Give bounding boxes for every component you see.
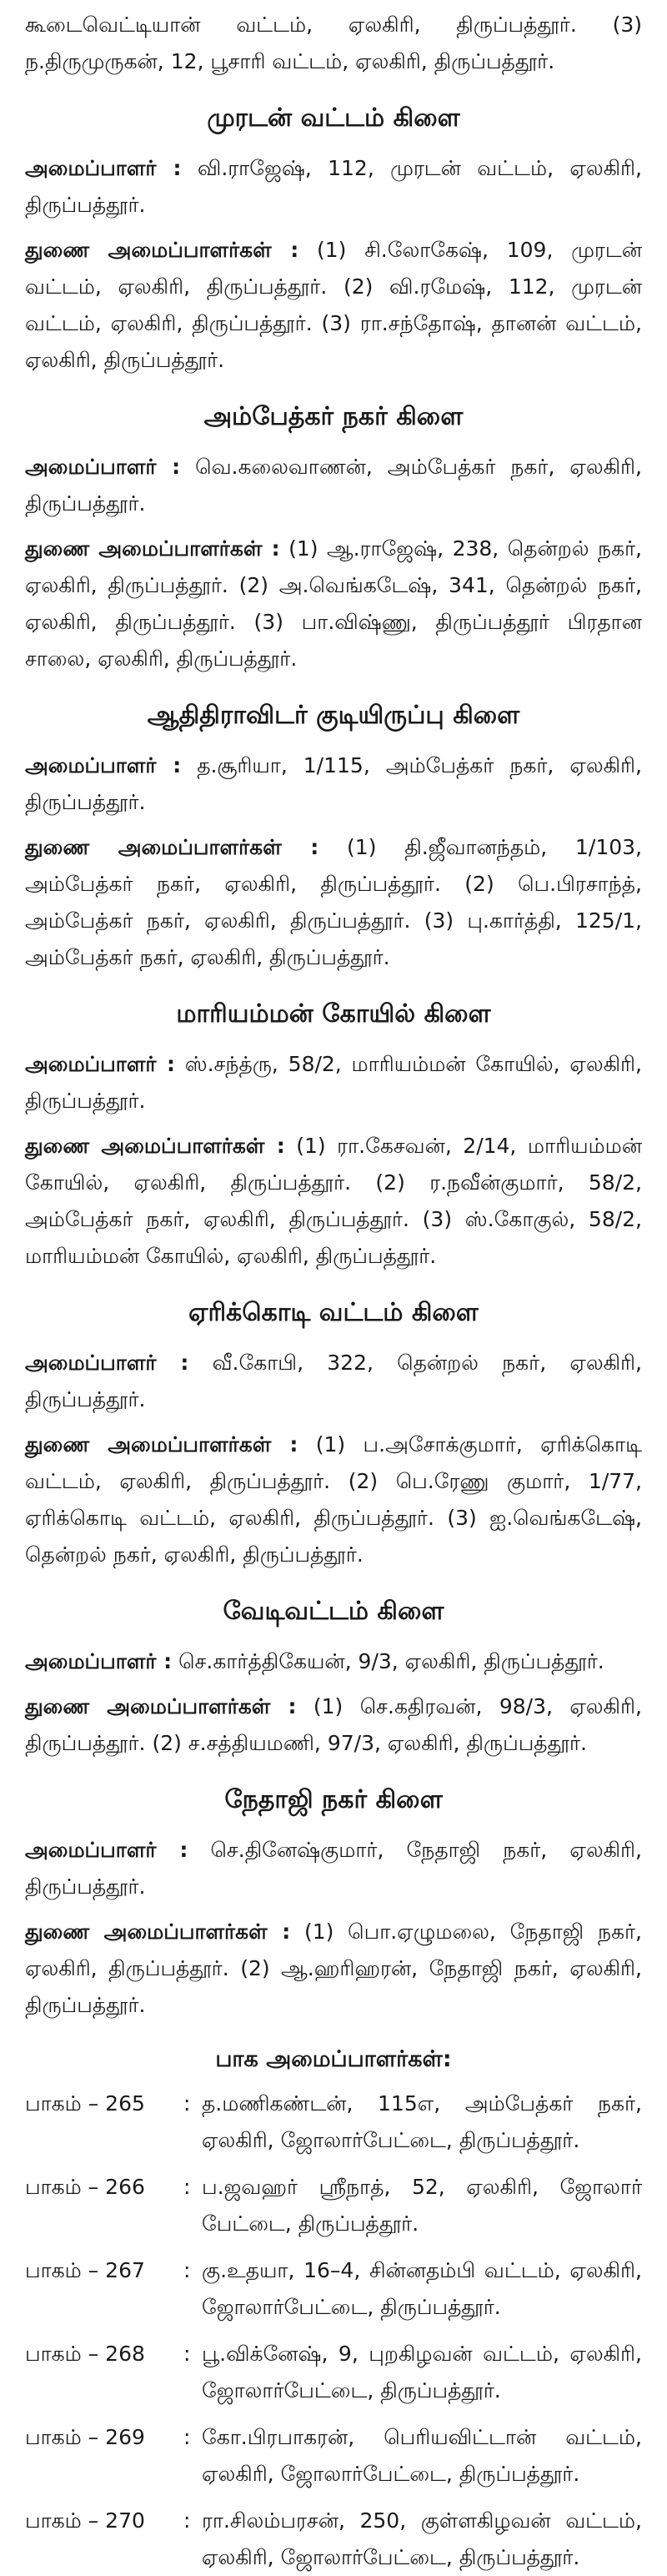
organizer-paragraph — [25, 1046, 642, 1119]
organizer-label: அமைப்பாளர் : — [25, 753, 182, 777]
branch-heading: வேடிவட்டம் கிளை — [223, 1597, 444, 1626]
ward-organizer-text: த.மணிகண்டன், 115எ, அம்பேத்கர் நகர், ஏலகிரி, ஜோலார்பேட்டை, திருப்பத்தூர். — [202, 2091, 642, 2152]
organizer-label: அமைப்பாளர் : — [25, 1351, 189, 1375]
deputy-label: துணை அமைப்பாளர்கள் : — [25, 1134, 285, 1158]
organizer-text: ஸ்.சந்த்ரு, 58/2, மாரியம்மன் கோயில், ஏலகிரி, திருப்பத்தூர். — [25, 1052, 642, 1113]
organizer-paragraph — [25, 1832, 642, 1905]
intro-paragraph: கூடைவெட்டியான் வட்டம், ஏலகிரி, திருப்பத்தூர். (3) ந.திருமுருகன், 12, பூசாரி வட்டம், ஏலகிரி, திருப்பத்தூர். — [25, 13, 642, 73]
branch-section — [25, 694, 642, 976]
organizer-text: வி.ராஜேஷ், 112, முரடன் வட்டம், ஏலகிரி, திருப்பத்தூர். — [25, 156, 642, 217]
ward-number: பாகம் – 269 — [25, 2425, 145, 2449]
branch-heading: நேதாஜி நகர் கிளை — [224, 1785, 443, 1814]
branch-section — [25, 97, 642, 379]
deputy-label: துணை அமைப்பாளர்கள் : — [25, 1694, 297, 1718]
deputy-label: துணை அமைப்பாளர்கள் : — [25, 1919, 291, 1944]
branch-section — [25, 1590, 642, 1762]
deputy-text: (1) பொ.ஏழுமலை, நேதாஜி நகர், ஏலகிரி, திருப்பத்தூர். (2) ஆ.ஹரிஹரன், நேதாஜி நகர், ஏலகிரி, திருப்பத்தூர். — [25, 1919, 642, 2017]
branch-section — [25, 1291, 642, 1573]
organizer-paragraph — [25, 449, 642, 522]
ward-organizer-text: ப.ஜவஹர் ஸ்ரீநாத், 52, ஏலகிரி, ஜோலார் பேட்டை, திருப்பத்தூர். — [202, 2175, 642, 2236]
deputy-text: (1) சி.லோகேஷ், 109, முரடன் வட்டம், ஏலகிரி, திருப்பத்தூர். (2) வி.ரமேஷ், 112, முரடன் வட்டம், ஏலகிரி, திருப்பத்தூர். (3) ரா.சந்தோஷ், தானன் வட்டம், ஏலகிரி, திருப்பத்தூர். — [25, 238, 642, 372]
deputy-text: (1) ரா.கேசவன், 2/14, மாரியம்மன் கோயில், ஏலகிரி, திருப்பத்தூர். (2) ர.நவீன்குமார், 58/2, அம்பேத்கர் நகர், ஏலகிரி, திருப்பத்தூர். (3) ஸ்.கோகுல், 58/2, மாரியம்மன் கோயில், ஏலகிரி, திருப்பத்தூர். — [25, 1134, 642, 1268]
ward-row — [25, 2336, 642, 2409]
organizer-paragraph — [25, 747, 642, 821]
ward-separator: : — [183, 2508, 191, 2533]
organizer-text: வீ.கோபி, 322, தென்றல் நகர், ஏலகிரி, திருப்பத்தூர். — [25, 1351, 642, 1411]
deputy-text: (1) தி.ஜீவானந்தம், 1/103, அம்பேத்கர் நகர், ஏலகிரி, திருப்பத்தூர். (2) பெ.பிரசாந்த், அம்பேத்கர் நகர், ஏலகிரி, திருப்பத்தூர். (3) பு.கார்த்தி, 125/1, அம்பேத்கர் நகர், ஏலகிரி, திருப்பத்தூர். — [25, 835, 642, 969]
ward-separator: : — [183, 2175, 191, 2199]
deputy-paragraph — [25, 232, 642, 379]
deputy-label: துணை அமைப்பாளர்கள் : — [25, 1432, 298, 1457]
organizer-paragraph — [25, 1345, 642, 1418]
ward-row — [25, 2169, 642, 2242]
organizer-label: அமைப்பாளர் : — [25, 1649, 173, 1673]
ward-organizer-text: கு.உதயா, 16–4, சின்னதம்பி வட்டம், ஏலகிரி, ஜோலார்பேட்டை, திருப்பத்தூர். — [202, 2258, 642, 2319]
deputy-label: துணை அமைப்பாளர்கள் : — [25, 238, 299, 262]
ward-separator: : — [183, 2091, 191, 2116]
deputy-text: (1) ப.அசோக்குமார், ஏரிக்கொடி வட்டம், ஏலகிரி, திருப்பத்தூர். (2) பெ.ரேணு குமார், 1/77, ஏரிக்கொடி வட்டம், ஏலகிரி, திருப்பத்தூர். (3) ஐ.வெங்கடேஷ், தென்றல் நகர், ஏலகிரி, திருப்பத்தூர். — [25, 1432, 642, 1567]
branch-section — [25, 395, 642, 677]
ward-number: பாகம் – 270 — [25, 2508, 145, 2533]
deputy-paragraph — [25, 1128, 642, 1275]
deputy-text: (1) செ.கதிரவன், 98/3, ஏலகிரி, திருப்பத்தூர். (2) ச.சத்தியமணி, 97/3, ஏலகிரி, திருப்பத்தூர். — [25, 1694, 642, 1755]
branch-section — [25, 1779, 642, 2024]
deputy-paragraph — [25, 1688, 642, 1762]
ward-organizers-heading: பாக அமைப்பாளர்கள்: — [215, 2046, 452, 2072]
ward-row — [25, 2419, 642, 2493]
deputy-paragraph — [25, 531, 642, 677]
branch-heading: மாரியம்மன் கோயில் கிளை — [176, 999, 491, 1029]
organizer-text: செ.கார்த்திகேயன், 9/3, ஏலகிரி, திருப்பத்தூர். — [172, 1649, 604, 1673]
ward-number: பாகம் – 266 — [25, 2175, 145, 2199]
organizer-text: வெ.கலைவாணன், அம்பேத்கர் நகர், ஏலகிரி, திருப்பத்தூர். — [25, 455, 642, 516]
ward-organizer-text: கோ.பிரபாகரன், பெரியவிட்டான் வட்டம், ஏலகிரி, ஜோலார்பேட்டை, திருப்பத்தூர். — [202, 2425, 642, 2486]
ward-separator: : — [183, 2342, 191, 2366]
deputy-label: துணை அமைப்பாளர்கள் : — [25, 536, 280, 561]
ward-number: பாகம் – 268 — [25, 2342, 145, 2366]
organizer-label: அமைப்பாளர் : — [25, 1838, 188, 1862]
organizer-paragraph — [25, 150, 642, 224]
ward-separator: : — [183, 2258, 191, 2282]
organizer-label: அமைப்பாளர் : — [25, 455, 181, 479]
deputy-paragraph — [25, 829, 642, 976]
organizer-text: த.சூரியா, 1/115, அம்பேத்கர் நகர், ஏலகிரி, திருப்பத்தூர். — [25, 753, 642, 814]
organizer-label: அமைப்பாளர் : — [25, 1052, 175, 1076]
ward-organizer-text: ரா.சிலம்பரசன், 250, குள்ளகிழவன் வட்டம், ஏலகிரி, ஜோலார்பேட்டை, திருப்பத்தூர். — [202, 2508, 642, 2569]
branch-heading: முரடன் வட்டம் கிளை — [207, 103, 460, 133]
organizer-paragraph — [25, 1643, 642, 1680]
deputy-paragraph — [25, 1426, 642, 1573]
branch-heading: ஏரிக்கொடி வட்டம் கிளை — [188, 1298, 479, 1327]
ward-organizer-text: பூ.விக்னேஷ், 9, புறகிழவன் வட்டம், ஏலகிரி, ஜோலார்பேட்டை, திருப்பத்தூர். — [202, 2342, 642, 2402]
organizer-label: அமைப்பாளர் : — [25, 156, 182, 180]
deputy-paragraph — [25, 1914, 642, 2024]
ward-row — [25, 2503, 642, 2576]
branch-heading: அம்பேத்கர் நகர் கிளை — [203, 402, 464, 431]
deputy-label: துணை அமைப்பாளர்கள் : — [25, 835, 319, 859]
deputy-text: (1) ஆ.ராஜேஷ், 238, தென்றல் நகர், ஏலகிரி, திருப்பத்தூர். (2) அ.வெங்கடேஷ், 341, தென்றல் நகர், ஏலகிரி, திருப்பத்தூர். (3) பா.விஷ்ணு, திருப்பத்தூர் பிரதான சாலை, ஏலகிரி, திருப்பத்தூர். — [25, 536, 642, 671]
ward-row — [25, 2085, 642, 2159]
branch-section — [25, 993, 642, 1275]
branch-heading: ஆதிதிராவிடர் குடியிருப்பு கிளை — [147, 701, 520, 730]
organizer-text: செ.தினேஷ்குமார், நேதாஜி நகர், ஏலகிரி, திருப்பத்தூர். — [25, 1838, 642, 1899]
ward-number: பாகம் – 267 — [25, 2258, 145, 2282]
ward-separator: : — [183, 2425, 191, 2449]
ward-row — [25, 2252, 642, 2326]
ward-number: பாகம் – 265 — [25, 2091, 145, 2116]
